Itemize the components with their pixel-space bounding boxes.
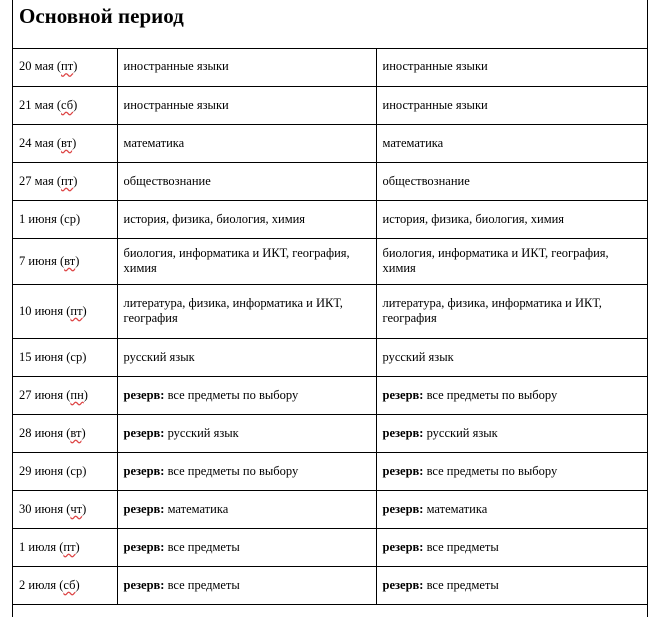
subjects-cell-alt [376,566,647,604]
page-title: Основной период [19,4,184,28]
subjects-text: все предметы по выбору [167,387,299,402]
subjects-cell [117,566,376,604]
reserve-label: резерв: [123,539,165,554]
table-row [13,162,647,200]
subjects-text: литература, физика, информатика и ИКТ, география [123,296,343,325]
table-row [13,86,647,124]
date-cell: 29 июня (ср) [13,452,117,490]
table-row [13,566,647,604]
subjects-cell [117,452,376,490]
subjects-text: биология, информатика и ИКТ, география, химия [382,246,609,275]
reserve-label: резерв: [382,425,424,440]
subjects-text: иностранные языки [123,97,229,112]
reserve-label: резерв: [123,463,165,478]
date-cell: 2 июля (сб) [13,566,117,604]
reserve-label: резерв: [382,577,424,592]
subjects-text: иностранные языки [382,97,488,112]
date-text: 24 мая [19,135,54,150]
weekday-text: пт [61,173,74,188]
reserve-label: резерв: [123,387,165,402]
subjects-cell-alt [376,490,647,528]
reserve-label: резерв: [123,425,165,440]
subjects-text: история, физика, биология, химия [382,211,565,226]
weekday-text: сб [63,577,76,592]
subjects-text: литература, физика, информатика и ИКТ, география [382,296,602,325]
date-cell: 1 июля (пт) [13,528,117,566]
date-text: 15 июня [19,349,64,364]
date-text: 1 июня [19,211,57,226]
reserve-label: резерв: [123,577,165,592]
subjects-cell [117,414,376,452]
subjects-cell-alt [376,86,647,124]
subjects-cell-alt [376,414,647,452]
subjects-text: обществознание [382,173,470,188]
subjects-cell-alt [376,338,647,376]
weekday-text: чт [70,501,83,516]
subjects-text: математика [382,135,444,150]
date-cell: 7 июня (вт) [13,238,117,284]
table-row [13,452,647,490]
date-cell: 30 июня (чт) [13,490,117,528]
date-text: 1 июля [19,539,57,554]
weekday-text: вт [64,253,76,268]
weekday-text: пт [70,303,83,318]
subjects-text: все предметы [167,577,240,592]
weekday-text: сб [61,97,74,112]
subjects-cell-alt [376,528,647,566]
subjects-text: история, физика, биология, химия [123,211,306,226]
subjects-cell-alt [376,238,647,284]
subjects-cell-alt [376,452,647,490]
subjects-cell [117,338,376,376]
date-cell: 21 мая (сб) [13,86,117,124]
date-text: 28 июня [19,425,64,440]
subjects-cell [117,124,376,162]
document-frame [12,0,648,617]
table-row [13,284,647,338]
weekday-text: вт [61,135,73,150]
table-row [13,338,647,376]
date-cell: 27 июня (пн) [13,376,117,414]
subjects-cell [117,238,376,284]
table-row [13,528,647,566]
reserve-label: резерв: [382,463,424,478]
subjects-cell [117,528,376,566]
date-text: 21 мая [19,97,54,112]
subjects-text: биология, информатика и ИКТ, география, химия [123,246,350,275]
subjects-cell-alt [376,48,647,86]
date-text: 20 мая [19,59,54,74]
weekday-text: ср [64,211,76,226]
weekday-text: пт [61,59,74,74]
subjects-text: русский язык [426,425,498,440]
table-row [13,490,647,528]
subjects-cell [117,490,376,528]
date-cell: 27 мая (пт) [13,162,117,200]
subjects-cell [117,48,376,86]
subjects-text: математика [426,501,488,516]
table-row [13,414,647,452]
date-text: 7 июня [19,253,57,268]
subjects-text: математика [167,501,229,516]
subjects-text: все предметы по выбору [426,387,558,402]
weekday-text: ср [70,463,83,478]
subjects-cell-alt [376,284,647,338]
subjects-cell [117,86,376,124]
date-cell: 15 июня (ср) [13,338,117,376]
subjects-cell-alt [376,124,647,162]
date-text: 10 июня [19,303,64,318]
date-cell: 20 мая (пт) [13,48,117,86]
subjects-cell-alt [376,162,647,200]
subjects-text: обществознание [123,173,211,188]
table-row [13,124,647,162]
subjects-cell [117,376,376,414]
table-row [13,48,647,86]
subjects-cell [117,284,376,338]
subjects-text: математика [123,135,185,150]
subjects-cell [117,162,376,200]
date-cell: 28 июня (вт) [13,414,117,452]
date-cell: 10 июня (пт) [13,284,117,338]
date-text: 27 июня [19,387,64,402]
subjects-cell-alt [376,376,647,414]
subjects-text: русский язык [167,425,239,440]
reserve-label: резерв: [382,387,424,402]
subjects-text: все предметы по выбору [426,463,558,478]
reserve-label: резерв: [382,539,424,554]
weekday-text: вт [70,425,82,440]
subjects-text: все предметы [426,577,499,592]
date-text: 29 июня [19,463,64,478]
date-text: 27 мая [19,173,54,188]
subjects-text: русский язык [382,349,454,364]
weekday-text: ср [70,349,83,364]
weekday-text: пт [63,539,76,554]
date-text: 2 июля [19,577,57,592]
weekday-text: пн [70,387,84,402]
table-row [13,238,647,284]
reserve-label: резерв: [382,501,424,516]
date-cell: 1 июня (ср) [13,200,117,238]
subjects-text: все предметы по выбору [167,463,299,478]
subjects-text: иностранные языки [382,59,488,74]
subjects-text: все предметы [167,539,240,554]
subjects-cell-alt [376,200,647,238]
subjects-text: русский язык [123,349,195,364]
table-row [13,376,647,414]
reserve-label: резерв: [123,501,165,516]
schedule-table [13,48,647,605]
table-row [13,200,647,238]
date-cell: 24 мая (вт) [13,124,117,162]
subjects-text: иностранные языки [123,59,229,74]
subjects-text: все предметы [426,539,499,554]
date-text: 30 июня [19,501,64,516]
subjects-cell [117,200,376,238]
